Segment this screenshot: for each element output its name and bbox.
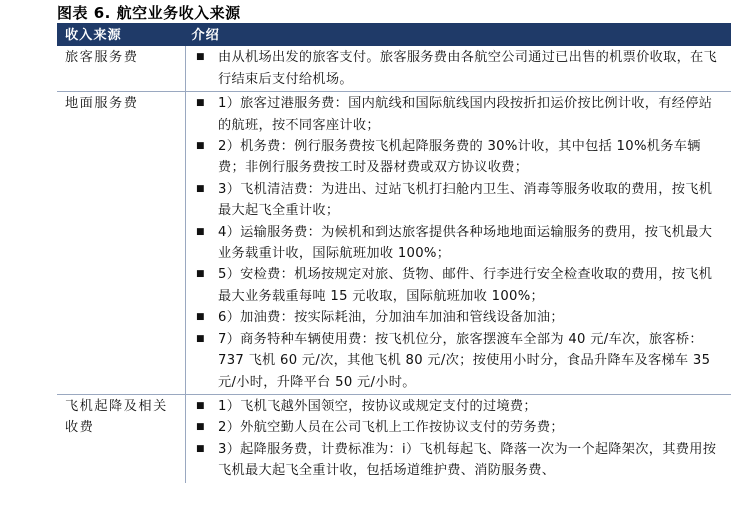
item-text: 2）机务费：例行服务费按飞机起降服务费的 30%计收，其中包括 10%机务车辆费；非例行服务费按工时及器材费或双方协议收费； bbox=[218, 139, 701, 176]
list-item bbox=[192, 136, 725, 179]
header-source: 收入来源 bbox=[57, 25, 186, 46]
item-text: 3）起降服务费，计费标准为：i）飞机每起飞、降落一次为一个起降架次，其费用按飞机最大起飞全重计收，包括场道维护费、消防服务费、 bbox=[218, 441, 717, 479]
item-text: 3）飞机清洁费：为进出、过站飞机打扫舱内卫生、消毒等服务收取的费用，按飞机最大起飞全重计收； bbox=[218, 181, 713, 219]
table-row bbox=[57, 394, 731, 482]
item-list bbox=[192, 396, 725, 482]
bullet-icon: ■ bbox=[196, 183, 205, 194]
list-item bbox=[192, 179, 725, 222]
list-item bbox=[192, 396, 725, 417]
bullet-icon: ■ bbox=[196, 312, 205, 323]
list-item bbox=[192, 329, 725, 393]
bullet-icon: ■ bbox=[196, 333, 205, 344]
category-label: 旅客服务费 bbox=[65, 50, 139, 66]
category-cell bbox=[57, 46, 186, 91]
list-item bbox=[192, 439, 725, 482]
list-item bbox=[192, 417, 725, 438]
item-list bbox=[192, 47, 725, 90]
bullet-icon: ■ bbox=[196, 98, 205, 109]
category-label: 飞机起降及相关收费 bbox=[65, 398, 168, 436]
item-text: 由从机场出发的旅客支付。旅客服务费由各航空公司通过已出售的机票价收取，在飞行结束后支付给机场。 bbox=[218, 50, 718, 87]
item-text: 5）安检费：机场按规定对旅、货物、邮件、行李进行安全检查收取的费用，按飞机最大业务载重每吨 15 元收取，国际航班加收 100%； bbox=[218, 267, 713, 304]
bullet-icon: ■ bbox=[196, 269, 205, 280]
category-cell bbox=[57, 92, 186, 395]
item-text: 6）加油费：按实际耗油，分加油车加油和管线设备加油； bbox=[218, 310, 564, 326]
revenue-table bbox=[57, 25, 731, 483]
intro-cell bbox=[186, 92, 732, 395]
bullet-icon: ■ bbox=[196, 400, 205, 411]
table-header-row bbox=[57, 25, 731, 46]
item-text: 1）旅客过港服务费：国内航线和国际航线国内段按折扣运价按比例计收，有经停站的航班，按不同客座计收； bbox=[218, 96, 713, 133]
category-label: 地面服务费 bbox=[65, 96, 139, 112]
intro-cell bbox=[186, 46, 732, 91]
bullet-icon: ■ bbox=[196, 422, 205, 433]
item-text: 7）商务特种车辆使用费：按飞机位分，旅客摆渡车全部为 40 元/车次，旅客桥：737 飞机 60 元/次，其他飞机 80 元/次；按使用小时分，食品升降车及客梯车 35 元/小时，升降平台 50 元/小时。 bbox=[218, 331, 711, 390]
item-text: 1）飞机飞越外国领空，按协议或规定支付的过境费； bbox=[218, 398, 537, 414]
category-cell bbox=[57, 394, 186, 482]
bullet-icon: ■ bbox=[196, 52, 205, 63]
list-item bbox=[192, 222, 725, 265]
item-text: 4）运输服务费：为候机和到达旅客提供各种场地地面运输服务的费用，按飞机最大业务载重计收，国际航班加收 100%； bbox=[218, 224, 713, 262]
item-text: 2）外航空勤人员在公司飞机上工作按协议支付的劳务费； bbox=[218, 420, 564, 436]
list-item bbox=[192, 93, 725, 136]
table-row bbox=[57, 92, 731, 395]
intro-cell bbox=[186, 394, 732, 482]
list-item bbox=[192, 307, 725, 328]
item-list bbox=[192, 93, 725, 393]
bullet-icon: ■ bbox=[196, 141, 205, 152]
list-item bbox=[192, 47, 725, 90]
figure-title: 图表 6. 航空业务收入来源 bbox=[57, 4, 241, 22]
bullet-icon: ■ bbox=[196, 226, 205, 237]
header-intro: 介绍 bbox=[186, 25, 732, 46]
list-item bbox=[192, 264, 725, 307]
table-row bbox=[57, 46, 731, 91]
bullet-icon: ■ bbox=[196, 443, 205, 454]
